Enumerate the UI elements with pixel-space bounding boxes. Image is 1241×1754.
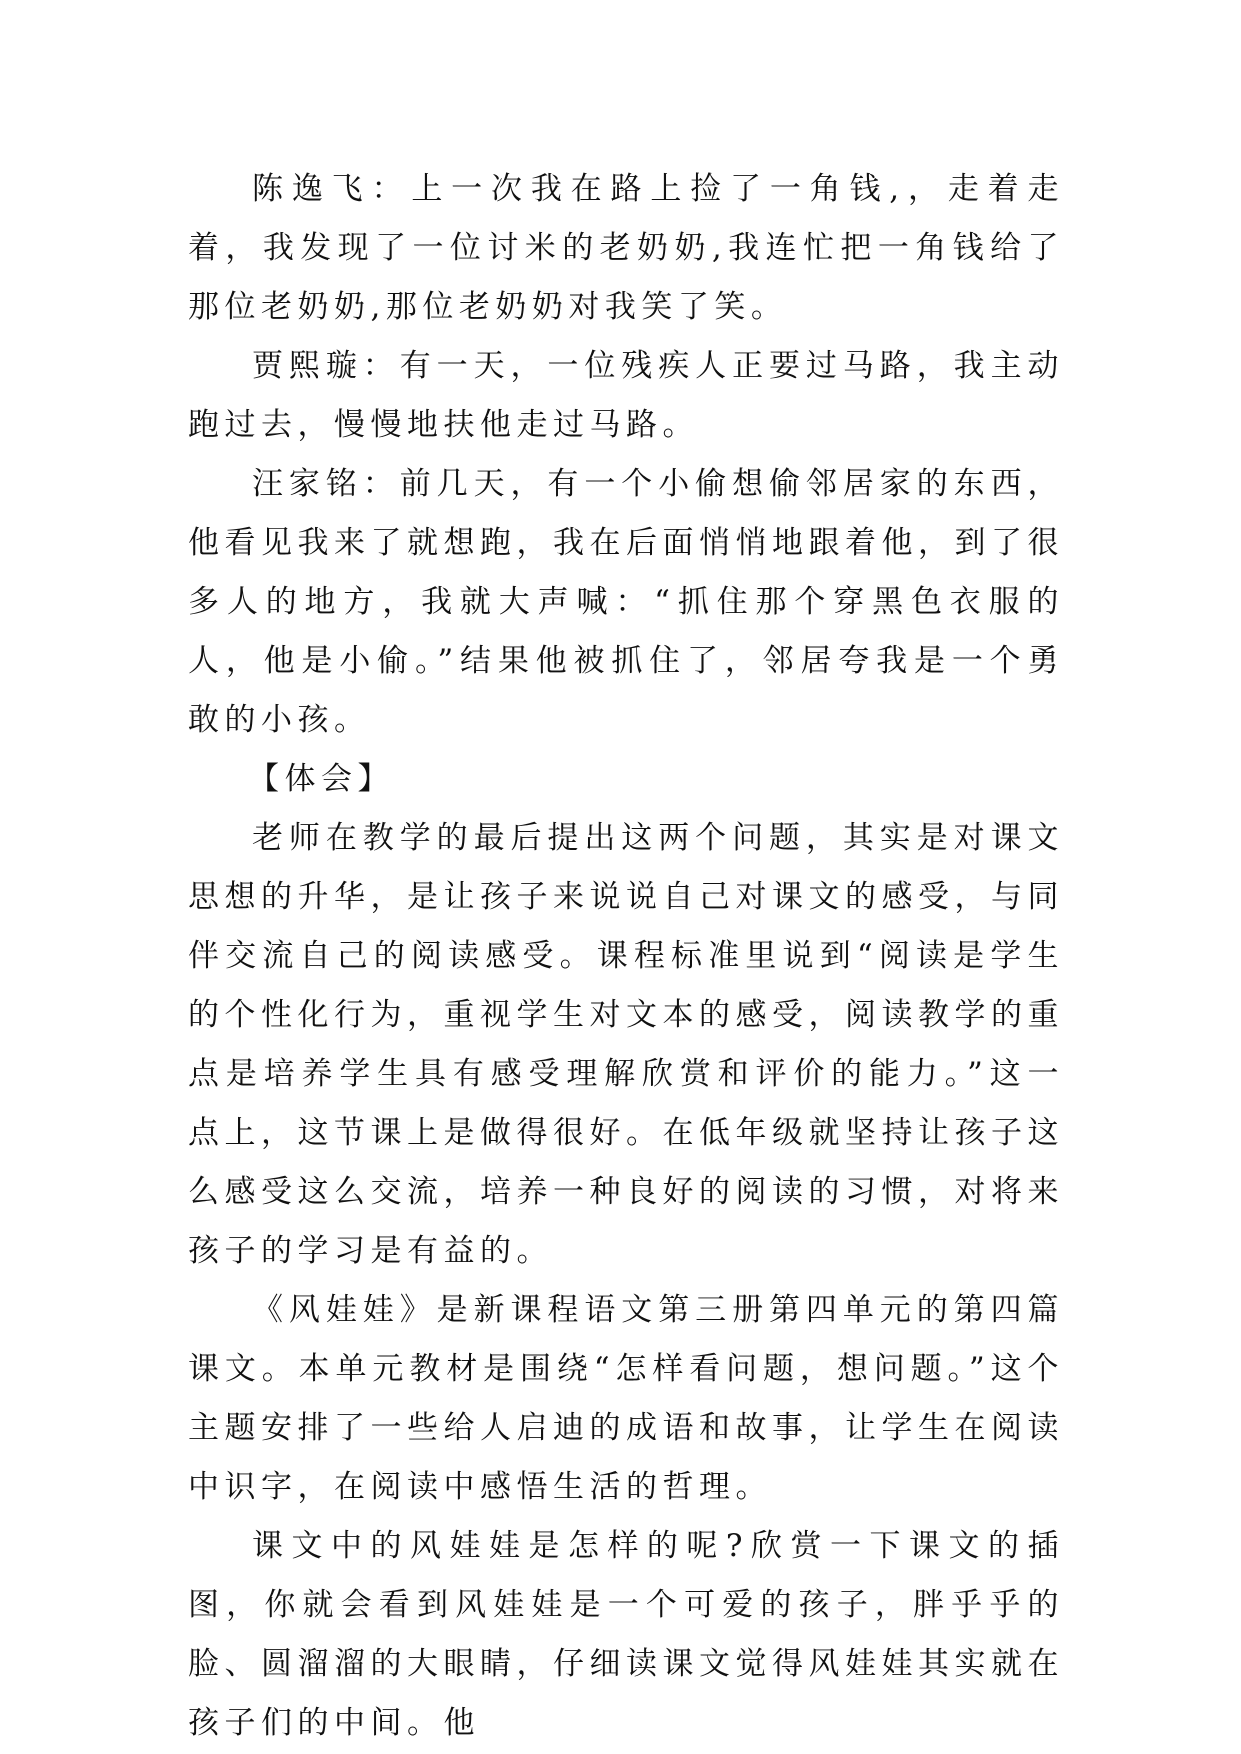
paragraph-chen-yifei: 陈逸飞：上一次我在路上捡了一角钱,，走着走着，我发现了一位讨米的老奶奶,我连忙把一角钱给了那位老奶奶,那位老奶奶对我笑了笑。 — [188, 171, 1064, 325]
section-heading-reflection: 【体会】 — [248, 761, 394, 797]
document-body — [188, 160, 1064, 1753]
paragraph-wang-jiaming: 汪家铭：前几天，有一个小偷想偷邻居家的东西，他看见我来了就想跑，我在后面悄悄地跟着他，到了很多人的地方，我就大声喊：“抓住那个穿黑色衣服的人，他是小偷。”结果他被抓住了，邻居夸我是一个勇敢的小孩。 — [188, 466, 1064, 738]
paragraph-feng-wawa-image: 课文中的风娃娃是怎样的呢?欣赏一下课文的插图，你就会看到风娃娃是一个可爱的孩子，胖乎乎的脸、圆溜溜的大眼睛，仔细读课文觉得风娃娃其实就在孩子们的中间。他 — [188, 1528, 1064, 1741]
paragraph-jia-xixuan: 贾熙璇：有一天，一位残疾人正要过马路，我主动跑过去，慢慢地扶他走过马路。 — [188, 348, 1064, 443]
paragraph-feng-wawa-intro: 《风娃娃》是新课程语文第三册第四单元的第四篇课文。本单元教材是围绕“怎样看问题，想问题。”这个主题安排了一些给人启迪的成语和故事，让学生在阅读中识字，在阅读中感悟生活的哲理。 — [188, 1292, 1064, 1505]
paragraph-reflection: 老师在教学的最后提出这两个问题，其实是对课文思想的升华，是让孩子来说说自己对课文的感受，与同伴交流自己的阅读感受。课程标准里说到“阅读是学生的个性化行为，重视学生对文本的感受，阅读教学的重点是培养学生具有感受理解欣赏和评价的能力。”这一点上，这节课上是做得很好。在低年级就坚持让孩子这么感受这么交流，培养一种良好的阅读的习惯，对将来孩子的学习是有益的。 — [188, 820, 1064, 1269]
